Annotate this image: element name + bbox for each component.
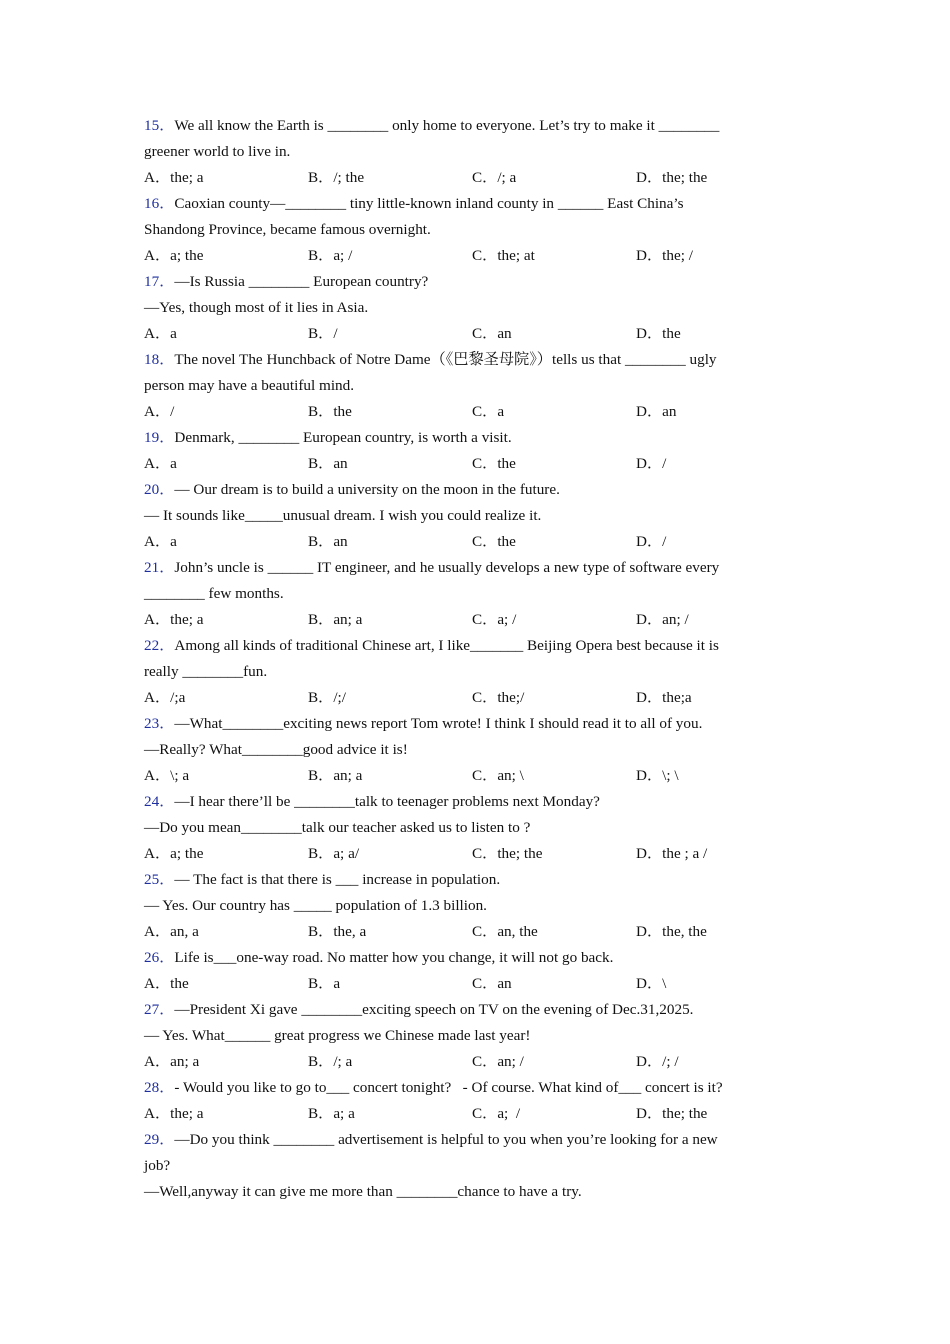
answer-options: [144, 321, 800, 347]
answer-option: B．/; the: [308, 169, 365, 186]
answer-option: D．the; /: [636, 247, 693, 264]
answer-options: [144, 841, 800, 867]
question-text: person may have a beautiful mind.: [144, 377, 355, 394]
question-stem-continuation: [144, 581, 800, 607]
answer-option: D．the, the: [636, 923, 707, 940]
answer-option: A．a: [144, 455, 177, 472]
answer-option: C．a: [472, 403, 505, 420]
answer-option: B．a; /: [308, 247, 353, 264]
question-text: —Well,anyway it can give me more than ________chance to have a try.: [144, 1183, 582, 1200]
answer-option: B．a: [308, 975, 341, 992]
question-stem-continuation: [144, 737, 800, 763]
answer-option: C．an: [472, 975, 512, 992]
answer-options: [144, 1101, 800, 1127]
answer-option: D．/: [636, 533, 667, 550]
answer-option: C．the;/: [472, 689, 525, 706]
question-stem-continuation: [144, 1023, 800, 1049]
answer-option: A．/: [144, 403, 175, 420]
question-text: —Really? What________good advice it is!: [144, 741, 408, 758]
question-stem: [144, 1127, 800, 1153]
question-block: [144, 191, 800, 269]
question-stem-continuation: [144, 1153, 800, 1179]
question-number: 29．: [144, 1131, 175, 1148]
answer-options: [144, 607, 800, 633]
question-block: [144, 1075, 800, 1127]
question-text: —Is Russia ________ European country?: [174, 273, 429, 290]
question-text: job?: [144, 1157, 171, 1174]
answer-option: A．a; the: [144, 247, 204, 264]
question-stem: [144, 867, 800, 893]
question-block: [144, 945, 800, 997]
question-number: 26．: [144, 949, 175, 966]
question-number: 17．: [144, 273, 175, 290]
question-number: 20．: [144, 481, 175, 498]
answer-option: B．a; a/: [308, 845, 360, 862]
question-number: 27．: [144, 1001, 175, 1018]
answer-option: D．the; the: [636, 1105, 708, 1122]
answer-option: C．the; at: [472, 247, 535, 264]
question-stem: [144, 789, 800, 815]
answer-option: A．\; a: [144, 767, 190, 784]
answer-options: [144, 919, 800, 945]
answer-option: D．the ; a /: [636, 845, 708, 862]
answer-option: A．the; a: [144, 169, 204, 186]
question-block: [144, 113, 800, 191]
answer-option: B．an: [308, 533, 348, 550]
question-stem: [144, 555, 800, 581]
answer-options: [144, 243, 800, 269]
question-stem: [144, 633, 800, 659]
question-text: The novel The Hunchback of Notre Dame（《巴黎圣母院》）tells us that ________ ugly: [174, 351, 717, 368]
question-text: —Yes, though most of it lies in Asia.: [144, 299, 369, 316]
answer-option: B．an; a: [308, 611, 363, 628]
question-stem: [144, 113, 800, 139]
answer-option: A．a; the: [144, 845, 204, 862]
question-number: 23．: [144, 715, 175, 732]
answer-option: C．an; /: [472, 1053, 524, 1070]
answer-option: A．a: [144, 325, 177, 342]
answer-option: C．the; the: [472, 845, 543, 862]
answer-option: C．an; \: [472, 767, 524, 784]
question-text: - Would you like to go to___ concert tonight? - Of course. What kind of___ concert is it?: [174, 1079, 723, 1096]
question-stem: [144, 1075, 800, 1101]
answer-option: D．/; /: [636, 1053, 679, 1070]
question-text: greener world to live in.: [144, 143, 291, 160]
answer-option: A．the: [144, 975, 189, 992]
question-number: 15．: [144, 117, 175, 134]
question-text: — Our dream is to build a university on the moon in the future.: [174, 481, 560, 498]
answer-option: B．an; a: [308, 767, 363, 784]
question-block: [144, 347, 800, 425]
question-text: —Do you think ________ advertisement is helpful to you when you’re looking for a new: [174, 1131, 718, 1148]
question-number: 16．: [144, 195, 175, 212]
exercise-page: [144, 113, 800, 1205]
answer-option: C．a; /: [472, 611, 517, 628]
answer-option: B．/: [308, 325, 338, 342]
answer-option: B．the: [308, 403, 352, 420]
answer-option: D．an; /: [636, 611, 689, 628]
answer-option: D．an: [636, 403, 677, 420]
question-text: —I hear there’ll be ________talk to teenager problems next Monday?: [174, 793, 600, 810]
question-block: [144, 997, 800, 1075]
question-text: Caoxian county—________ tiny little-known inland county in ______ East China’s: [174, 195, 684, 212]
question-text: We all know the Earth is ________ only home to everyone. Let’s try to make it ________: [174, 117, 720, 134]
answer-option: B．/;/: [308, 689, 346, 706]
question-stem: [144, 477, 800, 503]
answer-option: A．the; a: [144, 1105, 204, 1122]
answer-options: [144, 165, 800, 191]
answer-option: A．an; a: [144, 1053, 200, 1070]
question-block: [144, 477, 800, 555]
answer-options: [144, 685, 800, 711]
answer-option: C．the: [472, 455, 516, 472]
answer-option: B．an: [308, 455, 348, 472]
question-stem: [144, 191, 800, 217]
question-number: 25．: [144, 871, 175, 888]
answer-option: A．an, a: [144, 923, 199, 940]
question-text: John’s uncle is ______ IT engineer, and he usually develops a new type of software every: [174, 559, 720, 576]
answer-options: [144, 1049, 800, 1075]
question-stem-continuation: [144, 1179, 800, 1205]
question-text: Life is___one-way road. No matter how you change, it will not go back.: [174, 949, 614, 966]
question-stem-continuation: [144, 139, 800, 165]
question-stem: [144, 997, 800, 1023]
question-number: 28．: [144, 1079, 175, 1096]
answer-options: [144, 451, 800, 477]
question-stem-continuation: [144, 503, 800, 529]
question-block: [144, 789, 800, 867]
question-block: [144, 867, 800, 945]
question-stem-continuation: [144, 815, 800, 841]
answer-option: B．/; a: [308, 1053, 353, 1070]
answer-option: D．the;a: [636, 689, 692, 706]
answer-option: C．the: [472, 533, 516, 550]
question-number: 18．: [144, 351, 175, 368]
question-text: Among all kinds of traditional Chinese art, I like_______ Beijing Opera best because it is: [174, 637, 719, 654]
question-text: Denmark, ________ European country, is worth a visit.: [174, 429, 512, 446]
question-stem: [144, 425, 800, 451]
question-stem: [144, 269, 800, 295]
question-text: — Yes. Our country has _____ population of 1.3 billion.: [144, 897, 487, 914]
answer-options: [144, 763, 800, 789]
question-number: 24．: [144, 793, 175, 810]
answer-options: [144, 971, 800, 997]
answer-option: D．/: [636, 455, 667, 472]
question-text: —Do you mean________talk our teacher asked us to listen to ?: [144, 819, 531, 836]
answer-option: D．the: [636, 325, 681, 342]
answer-option: B．the, a: [308, 923, 367, 940]
question-number: 22．: [144, 637, 175, 654]
answer-option: C．an, the: [472, 923, 538, 940]
question-stem-continuation: [144, 217, 800, 243]
question-number: 19．: [144, 429, 175, 446]
answer-option: A．/;a: [144, 689, 186, 706]
question-text: —What________exciting news report Tom wrote! I think I should read it to all of you.: [174, 715, 703, 732]
question-stem: [144, 347, 800, 373]
question-text: — Yes. What______ great progress we Chinese made last year!: [144, 1027, 531, 1044]
question-block: [144, 1127, 800, 1205]
question-text: ________ few months.: [144, 585, 284, 602]
answer-options: [144, 399, 800, 425]
question-number: 21．: [144, 559, 175, 576]
answer-option: C．an: [472, 325, 512, 342]
question-text: — It sounds like_____unusual dream. I wish you could realize it.: [144, 507, 542, 524]
answer-option: C．/; a: [472, 169, 517, 186]
question-stem-continuation: [144, 295, 800, 321]
answer-option: B．a; a: [308, 1105, 355, 1122]
question-stem: [144, 945, 800, 971]
answer-option: D．\; \: [636, 767, 679, 784]
question-text: — The fact is that there is ___ increase in population.: [174, 871, 501, 888]
question-block: [144, 633, 800, 711]
question-block: [144, 555, 800, 633]
question-block: [144, 425, 800, 477]
question-block: [144, 269, 800, 347]
question-stem-continuation: [144, 893, 800, 919]
question-stem-continuation: [144, 659, 800, 685]
question-text: —President Xi gave ________exciting speech on TV on the evening of Dec.31,2025.: [174, 1001, 694, 1018]
question-text: really ________fun.: [144, 663, 268, 680]
answer-option: D．the; the: [636, 169, 708, 186]
answer-option: A．a: [144, 533, 177, 550]
answer-option: A．the; a: [144, 611, 204, 628]
question-text: Shandong Province, became famous overnight.: [144, 221, 431, 238]
question-stem: [144, 711, 800, 737]
answer-option: C．a; /: [472, 1105, 521, 1122]
answer-options: [144, 529, 800, 555]
question-stem-continuation: [144, 373, 800, 399]
question-block: [144, 711, 800, 789]
answer-option: D．\: [636, 975, 667, 992]
